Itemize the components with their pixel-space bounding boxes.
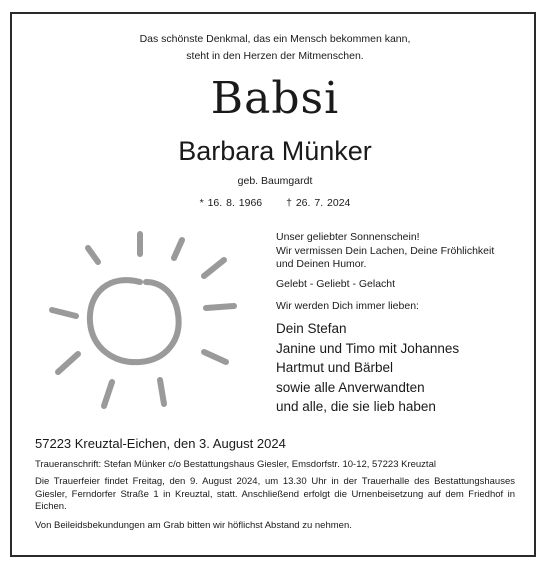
signatory-line-3: Hartmut und Bärbel (276, 360, 394, 375)
personal-message (276, 231, 526, 314)
signatory-line-5: und alle, die sie lieb haben (276, 399, 436, 414)
signatory-line-1: Dein Stefan (276, 321, 347, 336)
mourning-address: Traueranschrift: Stefan Münker c/o Bestattungshaus Giesler, Emsdorfstr. 10-12, 57223 Kreuztal (35, 459, 436, 470)
sun-icon (48, 230, 258, 415)
signatory-line-4: sowie alle Anverwandten (276, 379, 425, 395)
life-dates (0, 197, 550, 209)
memorial-quote (0, 31, 550, 65)
message-line-4: Gelebt - Geliebt - Gelacht (276, 277, 396, 290)
nickname: Babsi (210, 73, 340, 124)
message-line-1: Unser geliebter Sonnenschein! (276, 231, 420, 243)
signatory-line-2: Janine und Timo mit Johannes (276, 340, 460, 356)
funeral-service-info: Die Trauerfeier findet Freitag, den 9. August 2024, um 13.30 Uhr in der Trauerhalle des Bestattungshauses Giesler, Ferndorfer Straße 1 in Kreuztal, statt. Anschließend erfolgt die Urnenbeisetzung auf dem Friedhof in Eichen. (35, 476, 515, 512)
message-line-5: Wir werden Dich immer lieben: (276, 300, 419, 312)
quote-line-1: Das schönste Denkmal, das ein Mensch bekommen kann, (139, 33, 411, 45)
birth-name: geb. Baumgardt (237, 175, 313, 187)
full-name: Barbara Münker (178, 136, 372, 166)
condolence-note: Von Beileidsbekundungen am Grab bitten wir höflichst Abstand zu nehmen. (35, 520, 352, 531)
quote-line-2: steht in den Herzen der Mitmenschen. (186, 50, 364, 62)
signatories (276, 319, 526, 417)
message-line-3: und Deinen Humor. (276, 258, 367, 270)
death-date: † 26. 7. 2024 (286, 197, 351, 209)
city-date: 57223 Kreuztal-Eichen, den 3. August 2024 (35, 436, 286, 451)
birth-date: * 16. 8. 1966 (199, 197, 263, 209)
message-line-2: Wir vermissen Dein Lachen, Deine Fröhlichkeit (276, 244, 495, 257)
